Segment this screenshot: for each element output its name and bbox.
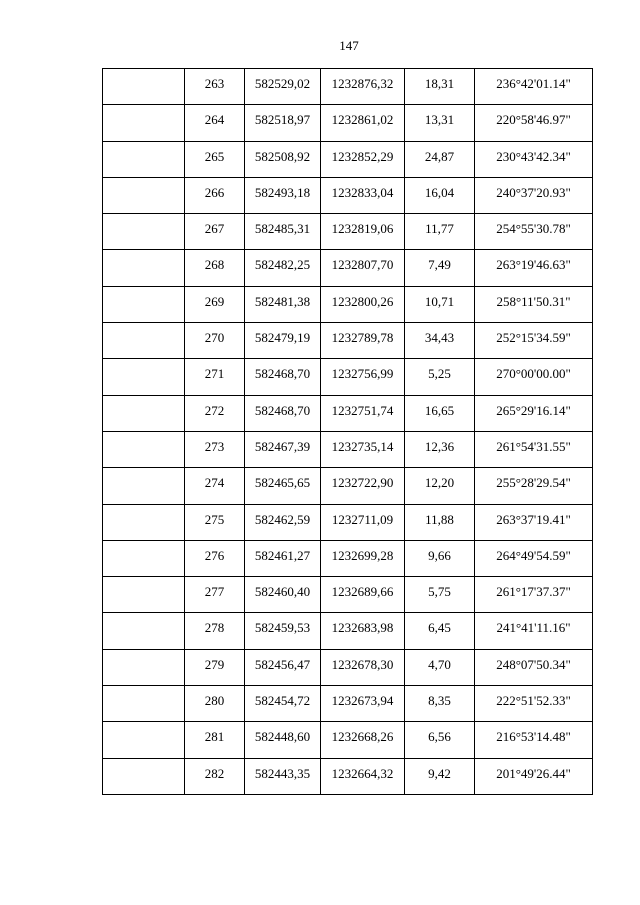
table-row	[103, 431, 593, 467]
table-row	[103, 686, 593, 722]
page-number: 147	[339, 38, 359, 53]
table-row	[103, 649, 593, 685]
direction-angle-cell: 220°58'46.97"	[475, 105, 593, 141]
direction-angle-cell: 254°55'30.78"	[475, 214, 593, 250]
segment-length-cell: 6,45	[405, 613, 475, 649]
y-coordinate-cell: 1232789,78	[321, 323, 405, 359]
y-coordinate-cell: 1232807,70	[321, 250, 405, 286]
blank-cell	[103, 105, 185, 141]
segment-length-cell: 12,36	[405, 431, 475, 467]
table-row	[103, 722, 593, 758]
y-coordinate-cell: 1232668,26	[321, 722, 405, 758]
segment-length-cell: 7,49	[405, 250, 475, 286]
table-row	[103, 323, 593, 359]
table-row	[103, 468, 593, 504]
direction-angle-cell: 261°17'37.37"	[475, 577, 593, 613]
x-coordinate-cell: 582443,35	[245, 758, 321, 794]
point-number-cell: 263	[185, 69, 245, 105]
direction-angle-cell: 252°15'34.59"	[475, 323, 593, 359]
direction-angle-cell: 258°11'50.31"	[475, 286, 593, 322]
x-coordinate-cell: 582493,18	[245, 177, 321, 213]
blank-cell	[103, 359, 185, 395]
table-row	[103, 250, 593, 286]
x-coordinate-cell: 582467,39	[245, 431, 321, 467]
y-coordinate-cell: 1232699,28	[321, 540, 405, 576]
blank-cell	[103, 649, 185, 685]
table-row	[103, 214, 593, 250]
segment-length-cell: 16,04	[405, 177, 475, 213]
y-coordinate-cell: 1232683,98	[321, 613, 405, 649]
blank-cell	[103, 540, 185, 576]
table-row	[103, 504, 593, 540]
table-row	[103, 286, 593, 322]
segment-length-cell: 11,88	[405, 504, 475, 540]
segment-length-cell: 8,35	[405, 686, 475, 722]
segment-length-cell: 16,65	[405, 395, 475, 431]
x-coordinate-cell: 582482,25	[245, 250, 321, 286]
point-number-cell: 269	[185, 286, 245, 322]
segment-length-cell: 18,31	[405, 69, 475, 105]
direction-angle-cell: 216°53'14.48"	[475, 722, 593, 758]
segment-length-cell: 13,31	[405, 105, 475, 141]
point-number-cell: 280	[185, 686, 245, 722]
segment-length-cell: 34,43	[405, 323, 475, 359]
direction-angle-cell: 265°29'16.14"	[475, 395, 593, 431]
direction-angle-cell: 264°49'54.59"	[475, 540, 593, 576]
direction-angle-cell: 241°41'11.16"	[475, 613, 593, 649]
x-coordinate-cell: 582454,72	[245, 686, 321, 722]
y-coordinate-cell: 1232833,04	[321, 177, 405, 213]
y-coordinate-cell: 1232800,26	[321, 286, 405, 322]
x-coordinate-cell: 582468,70	[245, 359, 321, 395]
table-row	[103, 540, 593, 576]
direction-angle-cell: 270°00'00.00"	[475, 359, 593, 395]
blank-cell	[103, 323, 185, 359]
x-coordinate-cell: 582529,02	[245, 69, 321, 105]
segment-length-cell: 12,20	[405, 468, 475, 504]
y-coordinate-cell: 1232664,32	[321, 758, 405, 794]
y-coordinate-cell: 1232722,90	[321, 468, 405, 504]
y-coordinate-cell: 1232751,74	[321, 395, 405, 431]
table-row	[103, 577, 593, 613]
y-coordinate-cell: 1232756,99	[321, 359, 405, 395]
point-number-cell: 272	[185, 395, 245, 431]
direction-angle-cell: 240°37'20.93"	[475, 177, 593, 213]
blank-cell	[103, 177, 185, 213]
y-coordinate-cell: 1232876,32	[321, 69, 405, 105]
point-number-cell: 271	[185, 359, 245, 395]
point-number-cell: 267	[185, 214, 245, 250]
x-coordinate-cell: 582460,40	[245, 577, 321, 613]
point-number-cell: 270	[185, 323, 245, 359]
point-number-cell: 277	[185, 577, 245, 613]
segment-length-cell: 9,42	[405, 758, 475, 794]
point-number-cell: 276	[185, 540, 245, 576]
table-row	[103, 105, 593, 141]
y-coordinate-cell: 1232711,09	[321, 504, 405, 540]
segment-length-cell: 6,56	[405, 722, 475, 758]
blank-cell	[103, 69, 185, 105]
point-number-cell: 273	[185, 431, 245, 467]
blank-cell	[103, 286, 185, 322]
blank-cell	[103, 250, 185, 286]
direction-angle-cell: 230°43'42.34"	[475, 141, 593, 177]
blank-cell	[103, 504, 185, 540]
point-number-cell: 275	[185, 504, 245, 540]
point-number-cell: 268	[185, 250, 245, 286]
table-row	[103, 141, 593, 177]
table-row	[103, 395, 593, 431]
direction-angle-cell: 261°54'31.55"	[475, 431, 593, 467]
x-coordinate-cell: 582462,59	[245, 504, 321, 540]
y-coordinate-cell: 1232678,30	[321, 649, 405, 685]
direction-angle-cell: 236°42'01.14"	[475, 69, 593, 105]
x-coordinate-cell: 582508,92	[245, 141, 321, 177]
segment-length-cell: 4,70	[405, 649, 475, 685]
segment-length-cell: 9,66	[405, 540, 475, 576]
point-number-cell: 264	[185, 105, 245, 141]
table-row	[103, 177, 593, 213]
x-coordinate-cell: 582518,97	[245, 105, 321, 141]
segment-length-cell: 11,77	[405, 214, 475, 250]
blank-cell	[103, 758, 185, 794]
segment-length-cell: 5,25	[405, 359, 475, 395]
x-coordinate-cell: 582459,53	[245, 613, 321, 649]
blank-cell	[103, 686, 185, 722]
segment-length-cell: 10,71	[405, 286, 475, 322]
point-number-cell: 265	[185, 141, 245, 177]
direction-angle-cell: 263°19'46.63"	[475, 250, 593, 286]
x-coordinate-cell: 582461,27	[245, 540, 321, 576]
y-coordinate-cell: 1232673,94	[321, 686, 405, 722]
y-coordinate-cell: 1232852,29	[321, 141, 405, 177]
coordinates-table-body	[103, 69, 593, 795]
direction-angle-cell: 255°28'29.54"	[475, 468, 593, 504]
point-number-cell: 282	[185, 758, 245, 794]
point-number-cell: 279	[185, 649, 245, 685]
direction-angle-cell: 263°37'19.41"	[475, 504, 593, 540]
x-coordinate-cell: 582465,65	[245, 468, 321, 504]
point-number-cell: 266	[185, 177, 245, 213]
y-coordinate-cell: 1232819,06	[321, 214, 405, 250]
segment-length-cell: 5,75	[405, 577, 475, 613]
x-coordinate-cell: 582448,60	[245, 722, 321, 758]
blank-cell	[103, 395, 185, 431]
x-coordinate-cell: 582468,70	[245, 395, 321, 431]
direction-angle-cell: 248°07'50.34"	[475, 649, 593, 685]
blank-cell	[103, 431, 185, 467]
y-coordinate-cell: 1232735,14	[321, 431, 405, 467]
coordinates-table	[102, 68, 593, 795]
x-coordinate-cell: 582485,31	[245, 214, 321, 250]
blank-cell	[103, 577, 185, 613]
point-number-cell: 274	[185, 468, 245, 504]
table-row	[103, 69, 593, 105]
blank-cell	[103, 141, 185, 177]
blank-cell	[103, 722, 185, 758]
direction-angle-cell: 201°49'26.44"	[475, 758, 593, 794]
x-coordinate-cell: 582481,38	[245, 286, 321, 322]
y-coordinate-cell: 1232689,66	[321, 577, 405, 613]
direction-angle-cell: 222°51'52.33"	[475, 686, 593, 722]
table-row	[103, 359, 593, 395]
x-coordinate-cell: 582456,47	[245, 649, 321, 685]
blank-cell	[103, 468, 185, 504]
blank-cell	[103, 214, 185, 250]
point-number-cell: 278	[185, 613, 245, 649]
segment-length-cell: 24,87	[405, 141, 475, 177]
table-row	[103, 758, 593, 794]
blank-cell	[103, 613, 185, 649]
y-coordinate-cell: 1232861,02	[321, 105, 405, 141]
point-number-cell: 281	[185, 722, 245, 758]
x-coordinate-cell: 582479,19	[245, 323, 321, 359]
table-row	[103, 613, 593, 649]
